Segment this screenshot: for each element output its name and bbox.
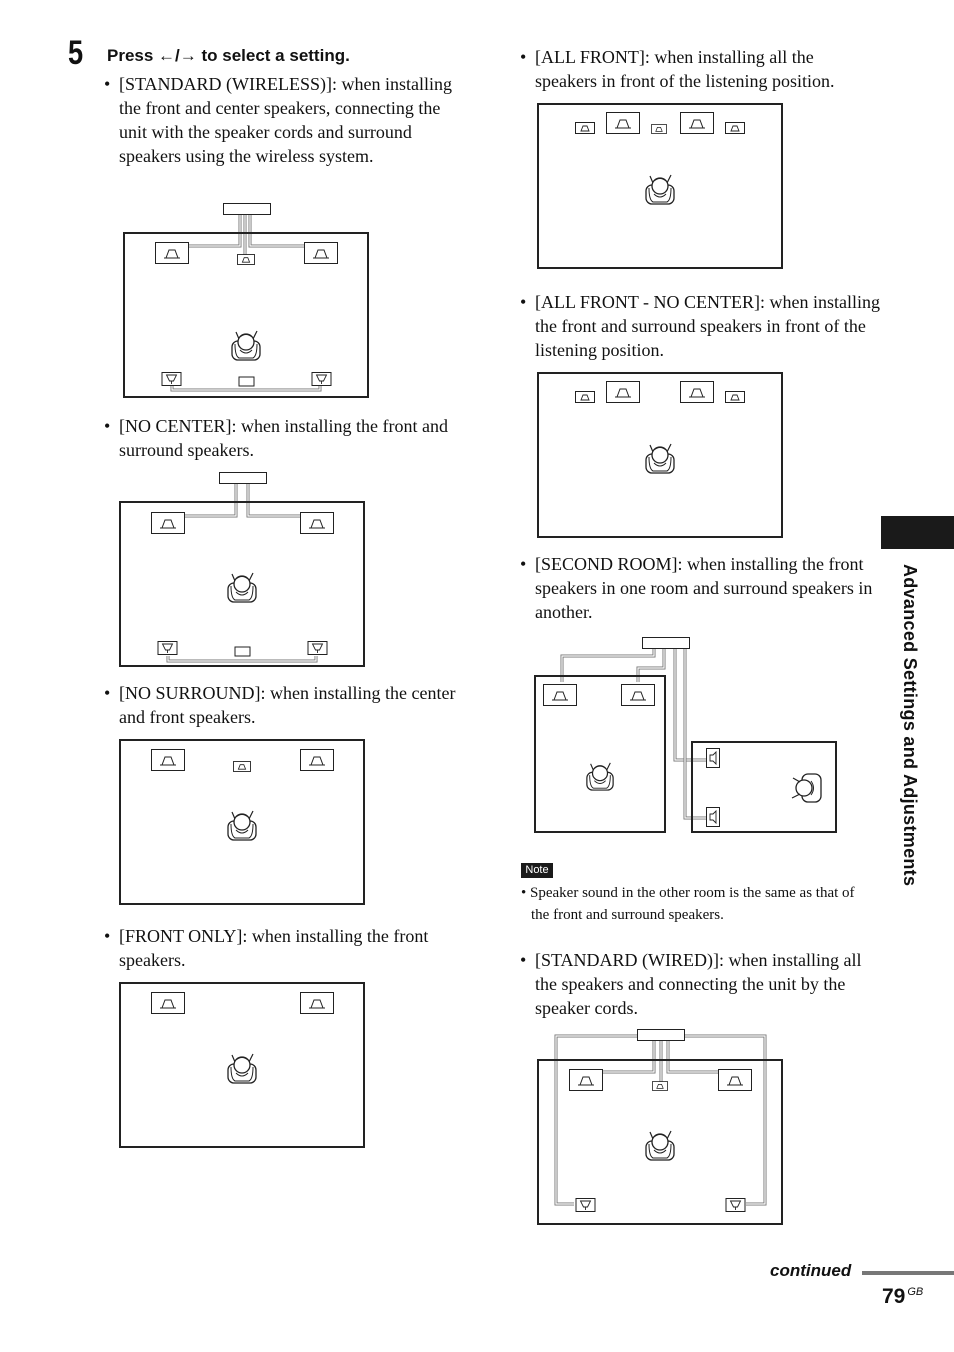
diagram-standard-wired — [534, 1026, 789, 1228]
note-text: • Speaker sound in the other room is the same as that of the front and surround speakers. — [521, 885, 855, 923]
section-title: Advanced Settings and Adjustments — [900, 564, 920, 887]
setting-standard-wired: • [STANDARD (WIRED)]: when installing all the speakers and connecting the unit by the speaker cords. — [520, 950, 862, 1018]
diagram-standard-wireless — [120, 200, 375, 402]
setting-second-room: • [SECOND ROOM]: when installing the front speakers in one room and surround speakers in another. — [520, 554, 873, 622]
setting-all-front: • [ALL FRONT]: when installing all the speakers in front of the listening position. — [520, 47, 835, 91]
setting-all-front-no-center: • [ALL FRONT - NO CENTER]: when installing the front and surround speakers in front of the listening position. — [520, 292, 880, 360]
diagram-no-surround — [116, 736, 371, 908]
diagram-all-front-no-center — [534, 369, 789, 541]
note-label: Note — [521, 863, 553, 878]
section-tab-marker — [881, 516, 954, 549]
setting-standard-wireless: • [STANDARD (WIRELESS)]: when installing the front and center speakers, connecting the unit with the speaker cords and surround speakers using the wireless system. — [104, 74, 453, 166]
diagram-front-only — [116, 979, 371, 1151]
continued-bar — [862, 1271, 954, 1275]
step-number: 5 — [68, 34, 84, 72]
setting-no-center: • [NO CENTER]: when installing the front and surround speakers. — [104, 416, 448, 460]
step-instruction: Press ←/→ to select a setting. — [107, 46, 350, 65]
diagram-second-room — [530, 632, 845, 838]
page-number: 79 $^{GB}$ — [882, 1285, 924, 1308]
setting-front-only: • [FRONT ONLY]: when installing the front speakers. — [104, 926, 429, 970]
setting-no-surround: • [NO SURROUND]: when installing the center and front speakers. — [104, 683, 456, 727]
diagram-no-center — [116, 470, 371, 672]
continued-label: continued — [770, 1261, 852, 1280]
diagram-all-front — [534, 100, 789, 272]
